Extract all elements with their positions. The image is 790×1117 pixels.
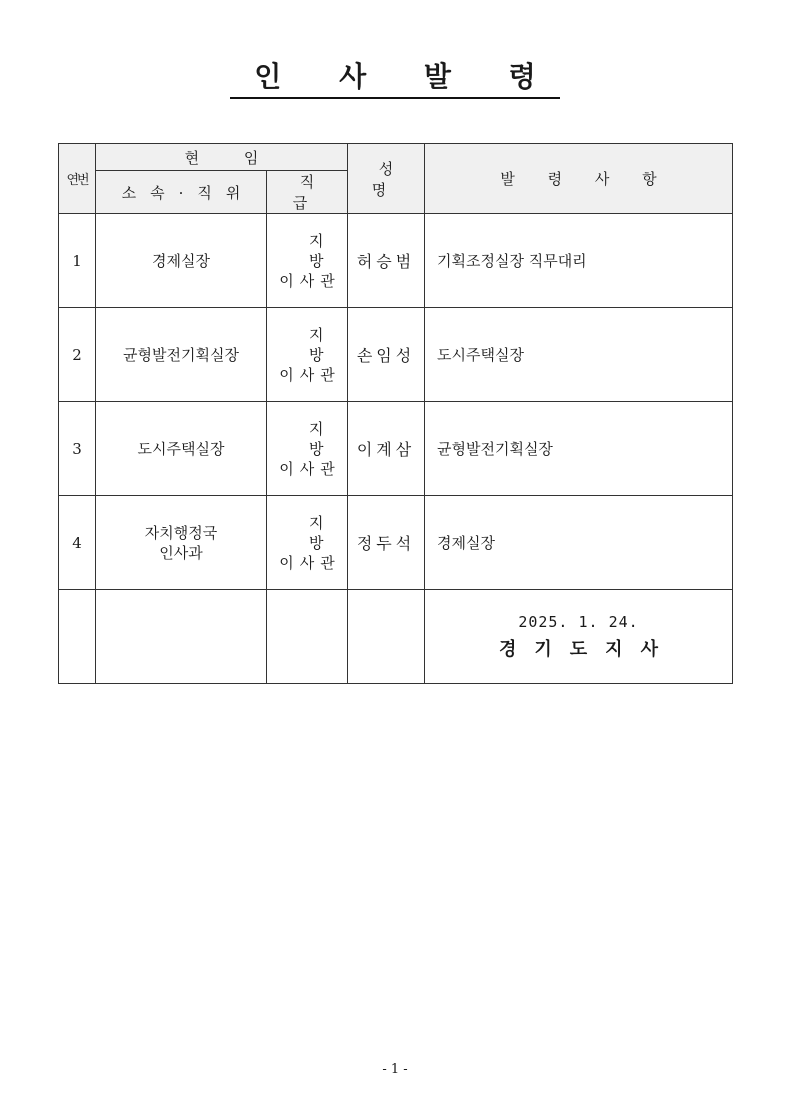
row-dept <box>96 214 267 308</box>
row-name: 허승범 <box>348 214 425 308</box>
header-name <box>348 144 425 214</box>
row-grade <box>267 214 366 308</box>
row-grade-line1: 지방 <box>309 325 366 364</box>
row-no: 4 <box>59 496 96 590</box>
table-row <box>59 496 733 590</box>
empty-cell <box>348 590 425 684</box>
row-grade-line2: 이사관 <box>279 365 341 384</box>
row-name: 이계삼 <box>348 402 425 496</box>
header-name-label: 성 명 <box>371 159 408 199</box>
row-grade <box>267 308 366 402</box>
row-no: 2 <box>59 308 96 402</box>
header-affiliation-label: 소속·직위 <box>121 183 255 202</box>
table-row <box>59 214 733 308</box>
header-grade <box>267 171 348 214</box>
row-grade <box>267 496 366 590</box>
table-row <box>59 308 733 402</box>
row-dept-line: 도시주택실장 <box>137 439 225 458</box>
header-current: 현 임 <box>96 144 348 171</box>
row-order: 경제실장 <box>425 496 733 590</box>
row-order: 도시주택실장 <box>425 308 733 402</box>
header-grade-label: 직 급 <box>292 173 329 212</box>
table-row <box>59 402 733 496</box>
signature-row <box>59 590 733 684</box>
personnel-order-table <box>58 143 733 684</box>
row-dept <box>96 308 267 402</box>
header-no: 연번 <box>59 144 96 214</box>
row-grade-line1: 지방 <box>309 419 366 458</box>
row-dept-line: 경제실장 <box>152 251 210 270</box>
empty-cell <box>267 590 348 684</box>
row-name: 정두석 <box>348 496 425 590</box>
issuer-name: 경기도지사 <box>499 638 676 660</box>
row-name: 손임성 <box>348 308 425 402</box>
header-order-label: 발 령 사 항 <box>500 170 671 188</box>
row-grade-line2: 이사관 <box>279 553 341 572</box>
row-order: 기획조정실장 직무대리 <box>425 214 733 308</box>
row-no: 1 <box>59 214 96 308</box>
issue-date: 2025. 1. 24. <box>518 612 639 631</box>
row-grade-line2: 이사관 <box>279 271 341 290</box>
empty-cell <box>59 590 96 684</box>
row-grade-line1: 지방 <box>309 513 366 552</box>
row-no: 3 <box>59 402 96 496</box>
header-order <box>425 144 733 214</box>
row-dept-line: 자치행정국 <box>144 523 218 542</box>
row-dept-line: 균형발전기획실장 <box>123 345 239 364</box>
header-affiliation <box>96 171 267 214</box>
empty-cell <box>96 590 267 684</box>
row-dept <box>96 496 267 590</box>
row-dept <box>96 402 267 496</box>
document-title: 인 사 발 령 <box>230 58 559 99</box>
document-title-wrap <box>0 58 790 99</box>
row-dept-line2: 인사과 <box>159 543 203 562</box>
signature-cell <box>425 590 733 684</box>
row-order: 균형발전기획실장 <box>425 402 733 496</box>
page-number: - 1 - <box>382 1062 408 1077</box>
row-grade-line2: 이사관 <box>279 459 341 478</box>
row-grade <box>267 402 366 496</box>
row-grade-line1: 지방 <box>309 231 366 270</box>
